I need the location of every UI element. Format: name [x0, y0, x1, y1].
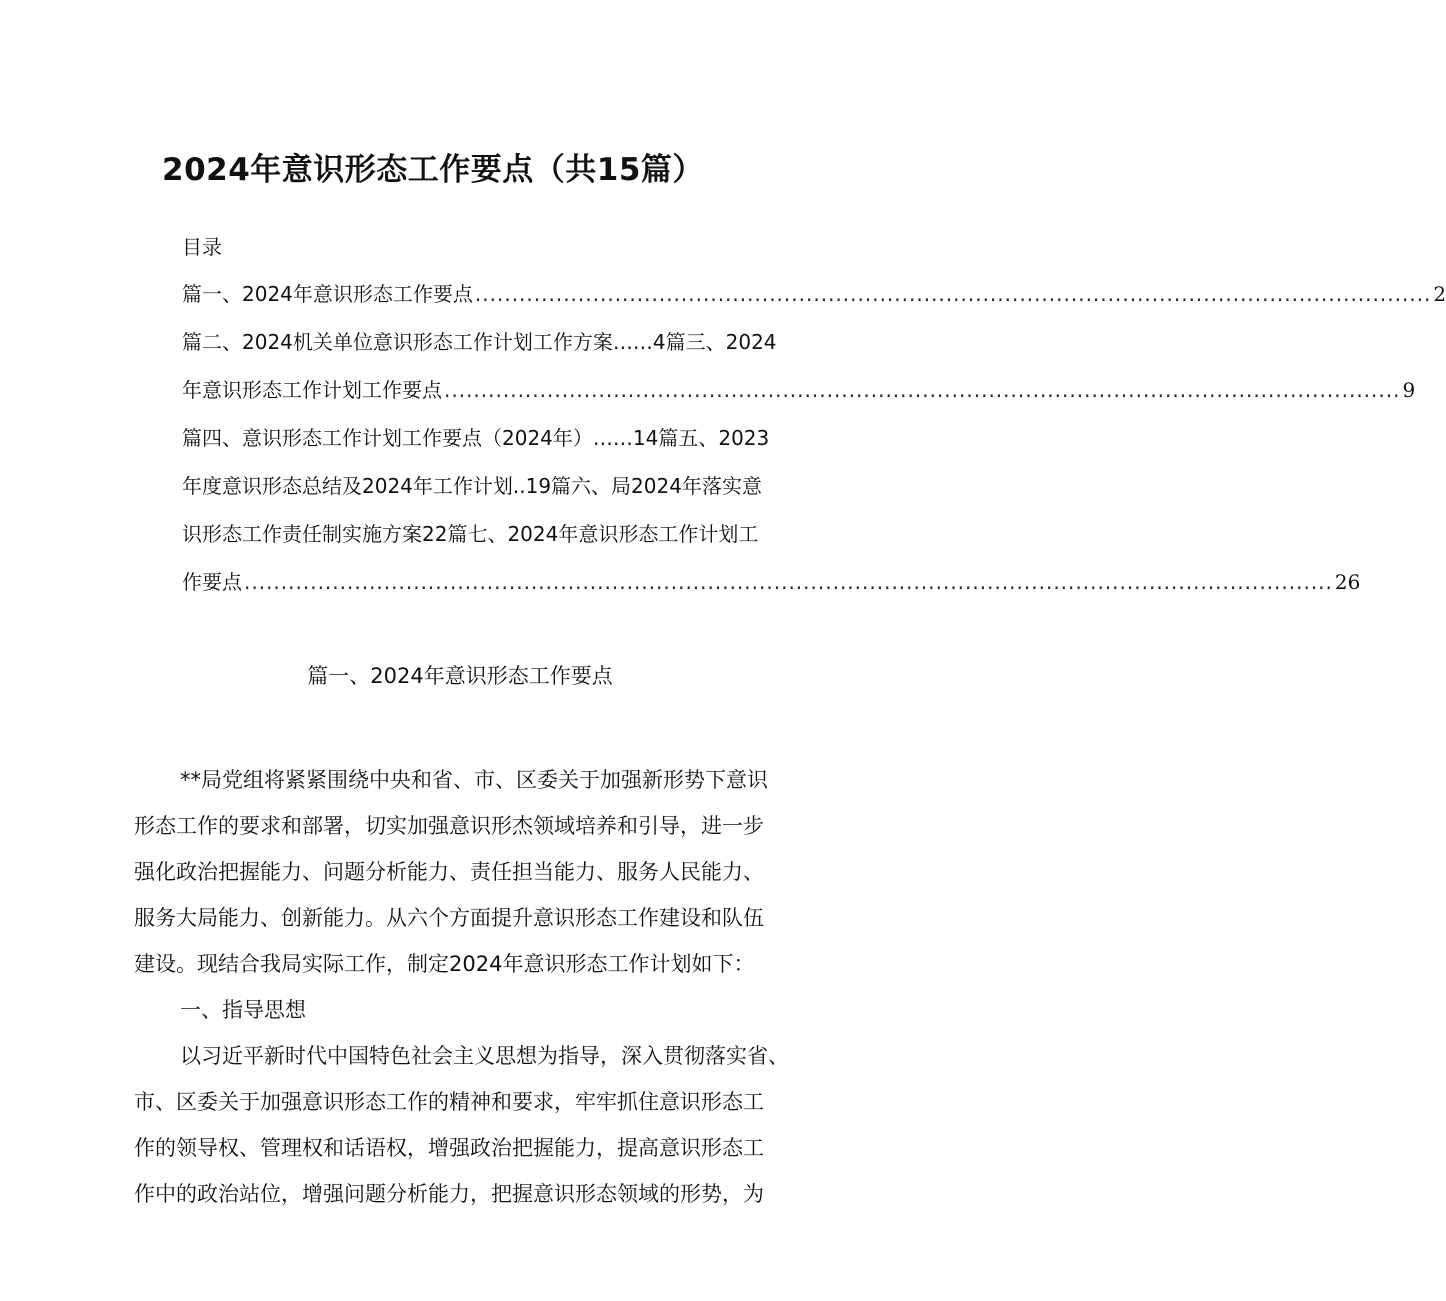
paragraph-line: 形态工作的要求和部署，切实加强意识形杰领域培养和引导，进一步: [134, 814, 764, 838]
dot-leader: ....................................................................................................................................................: [244, 570, 1333, 594]
section-title: 篇一、2024年意识形态工作要点: [307, 664, 613, 688]
toc-heading: 目录: [182, 235, 222, 259]
paragraph-line: 市、区委关于加强意识形态工作的精神和要求，牢牢抓住意识形态工: [134, 1090, 764, 1114]
toc-entry[interactable]: 篇四、意识形态工作计划工作要点（2024年）……14篇五、2023: [182, 426, 770, 450]
paragraph-line: 强化政治把握能力、问题分析能力、责任担当能力、服务人民能力、: [134, 860, 764, 884]
paragraph-line: 作的领导权、管理权和话语权，增强政治把握能力，提高意识形态工: [134, 1136, 764, 1160]
toc-page-number: 9: [1402, 378, 1416, 402]
toc-entry[interactable]: [182, 374, 1416, 404]
toc-entry[interactable]: 识形态工作责任制实施方案22篇七、2024年意识形态工作计划工: [182, 522, 759, 546]
toc-page-number: 26: [1334, 570, 1361, 594]
document-title: 2024年意识形态工作要点（共15篇）: [162, 152, 704, 188]
toc-page-number: 2: [1433, 282, 1446, 306]
paragraph-line: **局党组将紧紧围绕中央和省、市、区委关于加强新形势下意识: [180, 768, 768, 792]
paragraph-line: 以习近平新时代中国特色社会主义思想为指导，深入贯彻落实省、: [180, 1044, 789, 1068]
dot-leader: ..................................................................................................................................: [474, 282, 1432, 306]
paragraph-line: 作中的政治站位，增强问题分析能力，把握意识形态领域的形势，为: [134, 1182, 764, 1206]
subsection-heading: 一、指导思想: [180, 998, 306, 1022]
toc-entry[interactable]: 篇二、2024机关单位意识形态工作计划工作方案……4篇三、2024: [182, 330, 777, 354]
paragraph-line: 服务大局能力、创新能力。从六个方面提升意识形态工作建设和队伍: [134, 906, 764, 930]
toc-entry[interactable]: [182, 278, 1446, 308]
toc-entry[interactable]: 年度意识形态总结及2024年工作计划..19篇六、局2024年落实意: [182, 474, 762, 498]
paragraph-line: 建设。现结合我局实际工作，制定2024年意识形态工作计划如下：: [134, 952, 755, 976]
dot-leader: ..................................................................................................................................: [444, 378, 1401, 402]
toc-entry-text: 作要点: [182, 570, 242, 594]
toc-entry-text: 年意识形态工作计划工作要点: [182, 378, 442, 402]
toc-entry[interactable]: [182, 566, 1361, 596]
toc-entry-text: 篇一、2024年意识形态工作要点: [182, 282, 473, 306]
